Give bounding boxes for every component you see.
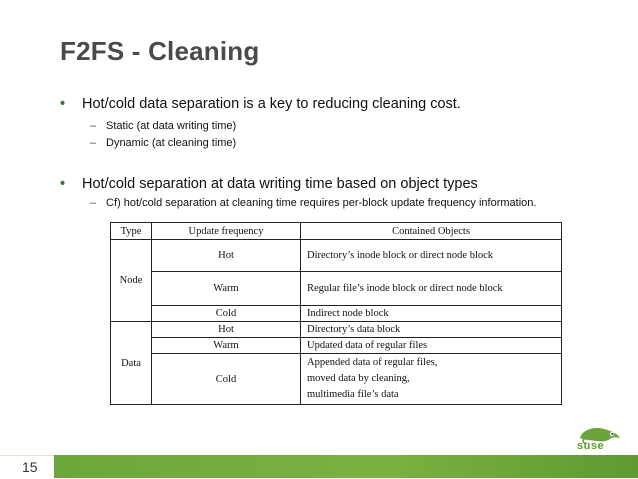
- objects-line: multimedia file’s data: [307, 389, 399, 400]
- dash-icon: –: [90, 120, 97, 132]
- sub-bullet-text: Cf) hot/cold separation at cleaning time requires per-block update frequency information.: [106, 197, 537, 209]
- sub-bullet-2-1: [90, 197, 536, 209]
- header-type: Type: [111, 223, 152, 240]
- table-row: [111, 322, 562, 338]
- bullet-1: [60, 96, 461, 112]
- suse-logo-text: suse: [577, 440, 605, 452]
- type-cell-node: Node: [111, 240, 152, 322]
- bullet-icon: •: [60, 176, 66, 192]
- table-row: [111, 338, 562, 354]
- freq-cell: Hot: [152, 240, 301, 272]
- objects-cell: Indirect node block: [301, 306, 562, 322]
- objects-cell: Directory’s inode block or direct node block: [301, 240, 562, 272]
- table-row: [111, 240, 562, 272]
- freq-cell: Hot: [152, 322, 301, 338]
- object-type-table: [110, 222, 562, 405]
- dash-icon: –: [90, 137, 97, 149]
- freq-cell: Cold: [152, 306, 301, 322]
- bullet-2-text: Hot/cold separation at data writing time based on object types: [82, 176, 478, 192]
- header-contained-objects: Contained Objects: [301, 223, 562, 240]
- objects-cell: Directory’s data block: [301, 322, 562, 338]
- slide-title: F2FS - Cleaning: [60, 36, 260, 66]
- objects-cell: Regular file’s inode block or direct node block: [301, 272, 562, 306]
- type-cell-data: Data: [111, 322, 152, 405]
- dash-icon: –: [90, 197, 97, 209]
- sub-bullet-text: Dynamic (at cleaning time): [106, 137, 237, 149]
- sub-bullet-text: Static (at data writing time): [106, 120, 237, 132]
- page-number: 15: [22, 459, 38, 475]
- bullet-1-text: Hot/cold data separation is a key to reducing cleaning cost.: [82, 96, 461, 112]
- sub-bullet-1-2: [90, 137, 236, 149]
- objects-cell: [301, 354, 562, 405]
- footer-bar: [0, 455, 638, 478]
- freq-cell: Cold: [152, 354, 301, 405]
- freq-cell: Warm: [152, 338, 301, 354]
- sub-bullet-1-1: [90, 120, 236, 132]
- table-row: [111, 272, 562, 306]
- freq-cell: Warm: [152, 272, 301, 306]
- bullet-2: [60, 176, 478, 192]
- table-header-row: [111, 223, 562, 240]
- page-number-box: [0, 455, 54, 479]
- table-row: [111, 354, 562, 405]
- objects-line: moved data by cleaning,: [307, 373, 410, 384]
- objects-line: Appended data of regular files,: [307, 357, 438, 368]
- objects-cell: Updated data of regular files: [301, 338, 562, 354]
- bullet-icon: •: [60, 96, 66, 112]
- table-row: [111, 306, 562, 322]
- header-update-frequency: Update frequency: [152, 223, 301, 240]
